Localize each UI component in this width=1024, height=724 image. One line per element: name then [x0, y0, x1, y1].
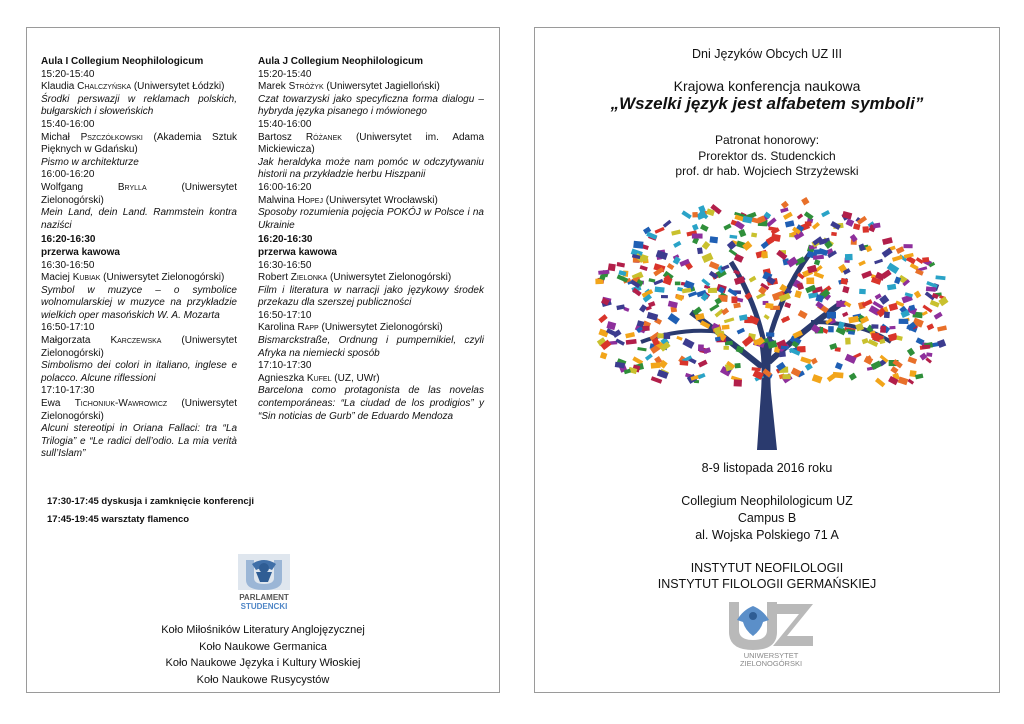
leaf	[781, 316, 790, 323]
speaker-first-name: Klaudia	[41, 81, 75, 93]
leaf	[742, 241, 752, 251]
leaf	[935, 275, 945, 280]
leaf	[617, 262, 626, 267]
leaf	[682, 288, 691, 294]
speaker-first-name: Ewa	[41, 398, 61, 410]
talk-title: Sposoby rozumienia pojęcia POKÓJ w Polsce i na Ukrainie	[258, 207, 484, 231]
leaf	[858, 260, 866, 266]
leaf	[651, 362, 661, 368]
leaf	[835, 362, 843, 370]
leaf	[907, 379, 914, 385]
speaker-last-name: Kufel	[306, 372, 332, 384]
leaf	[827, 312, 836, 319]
leaf	[663, 220, 672, 228]
leaf	[702, 253, 714, 263]
speaker-last-name: Pszczółkowski	[80, 131, 143, 143]
leaf	[671, 230, 681, 236]
leaf	[849, 373, 857, 381]
venue-name: Collegium Neophilologicum UZ	[681, 494, 853, 508]
leaf	[738, 229, 746, 237]
slot-time: 15:20-15:40	[258, 68, 312, 80]
leaf	[633, 241, 643, 249]
leaf	[862, 338, 869, 344]
speaker-first-name: Marek	[258, 81, 286, 93]
leaf	[857, 216, 867, 225]
leaf	[668, 313, 680, 324]
talk-title: Bismarckstraße, Ordnung i pumpernikiel, czyli Afryka na niemiecki sposób	[258, 335, 484, 359]
leaf	[647, 312, 659, 321]
slot-time: 16:00-16:20	[258, 181, 312, 193]
leaf	[828, 326, 834, 332]
session-slot	[41, 169, 237, 232]
session-slot	[258, 360, 484, 423]
session-slot	[41, 119, 237, 169]
slot-speaker	[41, 182, 237, 207]
slot-time: 16:50-17:10	[41, 322, 95, 334]
leaf	[812, 222, 820, 230]
speaker-affiliation: (Uniwersytet Jagielloński)	[326, 81, 440, 93]
leaf	[735, 363, 741, 368]
leaf	[907, 348, 915, 357]
slot-speaker	[258, 195, 484, 208]
speaker-affiliation: (UZ, UWr)	[334, 372, 380, 384]
leaf	[698, 360, 708, 368]
slot-time: 16:50-17:10	[258, 309, 312, 321]
leaf	[922, 305, 932, 313]
leaf	[937, 339, 946, 348]
leaf	[821, 210, 830, 217]
leaf	[922, 311, 928, 316]
institute-german-philology: INSTYTUT FILOLOGII GERMAŃSKIEJ	[657, 577, 877, 591]
coffee-break-time: 16:20-16:30	[41, 234, 96, 246]
leaf	[925, 357, 932, 363]
leaf	[598, 314, 607, 323]
logo-text-parlament: PARLAMENT	[239, 593, 289, 602]
leaf	[723, 346, 728, 350]
session-slot	[41, 260, 237, 323]
uz-logo-text-1: UNIWERSYTET	[743, 651, 799, 660]
speaker-last-name: Kubiak	[72, 272, 101, 284]
leaf	[874, 259, 883, 264]
speaker-affiliation: (Akademia Sztuk Pięknych w Gdańsku)	[41, 131, 238, 156]
leaf	[751, 232, 757, 237]
talk-title: Środki perswazji w reklamach polskich, bułgarskich i słoweńskich	[41, 93, 237, 118]
institute-neophilology: INSTYTUT NEOFILOLOGII	[690, 561, 844, 575]
leaf	[814, 272, 824, 279]
venue-campus: Campus B	[737, 511, 797, 525]
leaf	[675, 282, 681, 286]
speaker-last-name: Rapp	[297, 322, 319, 334]
leaf	[781, 201, 789, 209]
patron-role: Prorektor ds. Studenckich	[698, 149, 836, 163]
leaf	[915, 373, 923, 379]
closing-discussion: 17:30-17:45 dyskusja i zamknięcie konferencji	[47, 496, 254, 507]
leaf	[880, 326, 886, 333]
leaf	[667, 263, 675, 270]
leaf	[914, 291, 922, 299]
leaf	[673, 241, 681, 248]
speaker-affiliation: (Uniwersytet Łódzki)	[133, 81, 225, 93]
leaf	[898, 376, 909, 385]
leaf	[700, 224, 709, 232]
leaf	[682, 338, 694, 349]
leaf	[875, 378, 885, 388]
leaf	[600, 352, 608, 359]
leaf	[709, 304, 719, 312]
speaker-first-name: Wolfgang	[41, 181, 84, 193]
leaf	[657, 370, 669, 379]
conference-date: 8-9 listopada 2016 roku	[701, 461, 833, 475]
leaf	[882, 237, 893, 245]
speaker-affiliation: (Uniwersytet Zielonogórski)	[41, 398, 237, 422]
slot-time: 16:30-16:50	[41, 259, 95, 271]
leaf	[761, 251, 768, 258]
leaf	[692, 212, 697, 217]
session-slot	[41, 69, 237, 119]
speaker-last-name: Różanek	[305, 131, 342, 143]
leaf	[871, 333, 879, 338]
speaker-affiliation: (Uniwersytet Zielonogórski)	[330, 272, 452, 284]
speaker-first-name: Karolina	[258, 322, 295, 334]
leaf	[831, 232, 837, 236]
leaf	[661, 295, 668, 298]
speaker-affiliation: (Uniwersytet Zielonogórski)	[103, 272, 225, 284]
leaf	[887, 284, 896, 290]
leaf	[721, 265, 730, 271]
session-slot	[41, 322, 237, 385]
leaf	[862, 226, 869, 233]
speaker-affiliation: (Uniwersytet Zielonogórski)	[41, 181, 238, 206]
leaf	[805, 363, 813, 371]
speaker-first-name: Maciej	[41, 272, 70, 284]
talk-title: Jak heraldyka może nam pomóc w odczytywaniu historii na przykładzie herbu Hiszpanii	[258, 156, 484, 181]
leaf	[737, 328, 745, 335]
slot-time: 17:10-17:30	[41, 385, 95, 397]
club-name: Koło Miłośników Literatury Anglojęzycznej	[161, 624, 365, 636]
leaf	[724, 317, 735, 323]
session-slot	[258, 119, 484, 182]
flamenco-workshop: 17:45-19:45 warsztaty flamenco	[47, 514, 190, 525]
slot-speaker	[258, 81, 484, 94]
leaf	[811, 358, 818, 365]
leaf	[908, 357, 918, 365]
leaf	[615, 338, 625, 345]
leaf	[779, 351, 786, 357]
session-slot	[41, 385, 237, 461]
leaf	[801, 197, 809, 205]
speaker-affiliation: (Uniwersytet Wrocławski)	[325, 194, 438, 206]
slot-time: 15:40-16:00	[258, 118, 312, 130]
speaker-last-name: Tichoniuk-Wawrowicz	[74, 398, 168, 410]
speaker-first-name: Agnieszka	[258, 372, 305, 384]
leaf	[708, 288, 717, 293]
leaf	[896, 246, 905, 254]
talk-title: Film i literatura w narracji jako językowy środek przekazu dla szerszej publiczności	[258, 284, 484, 309]
leaf	[888, 303, 898, 311]
aula-j-column	[258, 56, 484, 423]
speaker-last-name: Chalczyńska	[77, 81, 132, 93]
leaf	[698, 373, 706, 379]
session-slot	[258, 69, 484, 119]
club-name: Koło Naukowe Germanica	[199, 641, 327, 653]
slot-speaker	[258, 272, 484, 285]
leaf	[861, 270, 872, 278]
speaker-last-name: Stróżyk	[288, 81, 324, 93]
leaf	[645, 353, 653, 360]
leaf	[806, 278, 814, 285]
talk-title: Symbol w muzyce – o symbolice wolnomularskiej w muzyce na przykładzie wielkich oper masońskich W. A. Mozarta	[41, 284, 237, 321]
slot-time: 17:10-17:30	[258, 360, 312, 372]
slot-speaker	[41, 272, 237, 285]
aula-i-column	[41, 56, 237, 461]
leaf	[805, 221, 812, 226]
speaker-last-name: Hopej	[297, 194, 323, 206]
patron-name: prof. dr hab. Wojciech Strzyżewski	[675, 164, 859, 178]
leaf	[926, 352, 932, 357]
slot-speaker	[258, 373, 484, 386]
leaf	[848, 331, 855, 335]
club-name: Koło Naukowe Języka i Kultury Włoskiej	[165, 657, 361, 669]
slot-speaker	[41, 81, 237, 94]
talk-title: Czat towarzyski jako specyficzna forma dialogu – hybryda języka pisanego i mówionego	[258, 93, 484, 118]
talk-title: Barcelona como protagonista de las novelas contemporáneas: “La ciudad de los prodigios” y “Sin noticias de Gurb” de Eduardo Mendoza	[258, 385, 484, 422]
parlament-studencki-logo	[232, 550, 296, 614]
talk-title: Alcuni stereotipi in Oriana Fallaci: tra “La Trilogia” e “Le radici dell’odio. La mia verità sull’Islam”	[41, 423, 237, 460]
coffee-break-label: przerwa kawowa	[258, 246, 337, 258]
slot-time: 16:00-16:20	[41, 169, 95, 181]
speaker-first-name: Michał	[41, 131, 70, 143]
leaf	[859, 289, 866, 295]
speaker-first-name: Malwina	[258, 194, 295, 206]
leaf	[766, 332, 774, 337]
cover-panel	[534, 27, 1000, 693]
coffee-break-label: przerwa kawowa	[41, 246, 120, 258]
leaf	[697, 247, 703, 254]
speaker-first-name: Małgorzata	[41, 335, 91, 347]
leaf	[637, 347, 646, 351]
leaf	[702, 241, 711, 250]
leaf	[764, 314, 770, 320]
leaf	[616, 304, 625, 310]
leaf	[733, 303, 741, 309]
leaf	[680, 360, 689, 366]
speaker-first-name: Robert	[258, 272, 289, 284]
leaf	[888, 333, 898, 342]
leaf	[625, 332, 635, 338]
speaker-affiliation: (Uniwersytet Zielonogórski)	[41, 335, 237, 359]
slot-speaker	[41, 132, 237, 157]
leaf	[930, 300, 940, 308]
leaf	[884, 312, 890, 318]
leaf	[681, 210, 691, 219]
festival-title: Dni Języków Obcych UZ III	[691, 47, 843, 61]
leaf	[606, 328, 616, 336]
leaf	[840, 278, 848, 285]
speaker-affiliation: (Uniwersytet im. Adama Mickiewicza)	[258, 131, 484, 156]
slot-time: 16:30-16:50	[258, 259, 312, 271]
uz-logo-text-2: ZIELONOGÓRSKI	[739, 659, 803, 668]
slot-time: 15:40-16:00	[41, 118, 95, 130]
venue-address: al. Wojska Polskiego 71 A	[695, 528, 839, 542]
session-slot	[258, 260, 484, 310]
leaf	[782, 374, 790, 379]
leaf	[785, 220, 795, 227]
leaf	[692, 224, 699, 231]
slot-time: 15:20-15:40	[41, 68, 95, 80]
leaf	[723, 224, 731, 231]
leaf	[871, 324, 878, 329]
leaf	[640, 265, 648, 271]
leaf	[784, 302, 791, 308]
leaf	[842, 286, 849, 293]
leaf	[889, 326, 895, 330]
leaf	[692, 234, 703, 239]
leaf	[848, 316, 859, 324]
leaf	[734, 379, 742, 386]
leaf	[729, 235, 737, 239]
leaf	[783, 212, 793, 220]
leaf	[648, 278, 655, 283]
leaf	[845, 254, 853, 261]
leaf	[812, 374, 823, 383]
leaf	[845, 338, 851, 345]
leaf	[903, 244, 912, 248]
leaf	[651, 376, 663, 383]
leaf	[664, 333, 671, 339]
leaf	[731, 296, 737, 303]
talk-title: Simbolismo dei colori in italiano, inglese e polacco. Alcune riflessioni	[41, 360, 237, 384]
leaf	[890, 366, 898, 374]
leaf	[862, 299, 873, 307]
leaf	[721, 308, 729, 316]
alphabet-tree-illustration	[581, 192, 951, 450]
coffee-break-time: 16:20-16:30	[258, 234, 313, 246]
leaf	[668, 301, 678, 308]
leaf	[934, 312, 943, 320]
leaf	[655, 227, 665, 234]
leaf	[797, 214, 803, 220]
slot-speaker	[41, 398, 237, 423]
leaf	[864, 356, 874, 365]
leaf	[892, 255, 903, 262]
speaker-last-name: Zielonka	[290, 272, 328, 284]
program-panel	[26, 27, 500, 693]
leaf	[710, 236, 719, 243]
conference-motto: „Wszelki język jest alfabetem symboli”	[610, 94, 924, 113]
uz-university-logo	[723, 596, 819, 668]
leaf	[814, 259, 820, 265]
talk-title: Mein Land, dein Land. Rammstein kontra naziści	[41, 207, 237, 231]
leaf	[899, 319, 909, 324]
slot-speaker	[258, 132, 484, 157]
leaf	[818, 248, 828, 256]
leaf	[749, 276, 757, 283]
speaker-affiliation: (Uniwersytet Zielonogórski)	[321, 322, 443, 334]
leaf	[765, 303, 773, 309]
session-slot	[258, 182, 484, 232]
slot-speaker	[258, 322, 484, 335]
conference-type: Krajowa konferencja naukowa	[673, 78, 861, 94]
slot-speaker	[41, 335, 237, 360]
leaf	[842, 312, 848, 317]
leaf	[655, 287, 665, 293]
talk-title: Pismo w architekturze	[41, 156, 139, 168]
leaf	[676, 336, 682, 341]
aula-j-header: Aula J Collegium Neophilologicum	[258, 56, 424, 67]
patronage-label: Patronat honorowy:	[714, 133, 820, 147]
leaf	[896, 335, 903, 341]
speaker-last-name: Brylla	[117, 181, 147, 193]
leaf	[639, 304, 647, 312]
leaf	[798, 310, 808, 319]
leaf	[626, 339, 637, 345]
session-slot	[258, 310, 484, 360]
club-name: Koło Naukowe Rusycystów	[196, 674, 330, 686]
leaf	[846, 218, 855, 226]
speaker-last-name: Karczewska	[110, 335, 162, 347]
leaf	[833, 372, 844, 378]
speaker-first-name: Bartosz	[258, 131, 292, 143]
aula-i-header: Aula I Collegium Neophilologicum	[41, 56, 204, 67]
leaf	[794, 290, 801, 298]
logo-text-studencki: STUDENCKI	[240, 602, 288, 611]
leaf	[937, 325, 947, 331]
leaf	[722, 325, 730, 330]
leaf	[927, 323, 935, 330]
leaf	[698, 344, 704, 351]
leaf	[800, 356, 811, 364]
leaf	[922, 345, 930, 349]
